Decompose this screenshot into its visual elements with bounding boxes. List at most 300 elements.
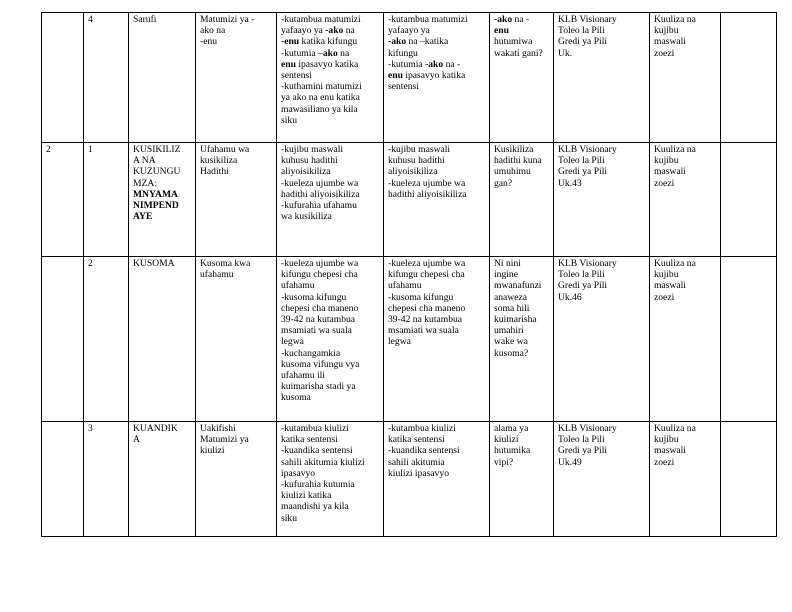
- assessment-cell: [650, 13, 721, 143]
- cell-line: [200, 25, 272, 36]
- cell-line: [388, 325, 485, 336]
- activities-cell: [384, 257, 490, 422]
- cell-text: na –katika: [406, 36, 449, 48]
- cell-line: [281, 189, 379, 200]
- cell-bold-text: NIMPEND: [133, 200, 179, 212]
- activities-cell: [384, 422, 490, 537]
- cell-text: -kusoma kifungu: [388, 291, 454, 303]
- cell-line: [281, 36, 379, 47]
- cell-text: sentensi: [281, 70, 312, 82]
- substrand-cell: [196, 257, 277, 422]
- week-cell: [42, 257, 84, 422]
- cell-bold-text: enu: [494, 25, 509, 37]
- inquiry-question-cell: [490, 257, 554, 422]
- cell-text: vipi?: [494, 456, 514, 468]
- cell-line: [494, 423, 549, 434]
- cell-line: [388, 445, 485, 456]
- cell-line: [281, 104, 379, 115]
- cell-bold-text: -enu: [281, 36, 300, 48]
- cell-text: chepesi cha maneno: [281, 302, 359, 314]
- cell-line: [558, 36, 645, 47]
- resources-cell: [554, 143, 650, 257]
- cell-bold-text: enu: [388, 70, 403, 82]
- lesson-cell: 4: [84, 13, 129, 143]
- cell-line: [388, 336, 485, 347]
- cell-line: [281, 115, 379, 126]
- cell-text: ufahamu: [200, 269, 234, 281]
- strand-cell: [129, 143, 196, 257]
- cell-line: [281, 14, 379, 25]
- cell-line: [388, 423, 485, 434]
- cell-text: -kuthamini matumizi: [281, 81, 362, 93]
- cell-line: [281, 200, 379, 211]
- cell-text: MZA:: [133, 177, 157, 189]
- cell-text: -kutambua kiulizi: [281, 423, 349, 434]
- cell-text: aliyoisikiliza: [281, 166, 331, 178]
- cell-text: -kuandika sentensi: [281, 445, 353, 457]
- cell-line: [133, 155, 191, 166]
- cell-text: Matumizi ya -: [200, 14, 255, 25]
- cell-text: ya ako na enu katika: [281, 92, 360, 104]
- cell-line: [281, 59, 379, 70]
- cell-line: [654, 292, 716, 303]
- cell-text: maandishi ya kila: [281, 501, 349, 513]
- cell-line: [281, 70, 379, 81]
- cell-text: KLB Visionary: [558, 258, 617, 269]
- cell-text: -kujibu maswali: [281, 144, 344, 155]
- cell-line: [281, 457, 379, 468]
- cell-line: [281, 292, 379, 303]
- cell-line: [558, 144, 645, 155]
- cell-line: [281, 359, 379, 370]
- cell-line: [388, 292, 485, 303]
- cell-text: siku: [281, 114, 297, 126]
- cell-text: hadithi kuna: [494, 155, 542, 167]
- cell-text: -enu: [200, 36, 218, 48]
- cell-line: [558, 48, 645, 59]
- cell-line: [654, 269, 716, 280]
- cell-line: [388, 25, 485, 36]
- strand-cell: [129, 13, 196, 143]
- cell-line: [281, 258, 379, 269]
- cell-text: kifungu chepesi cha: [388, 269, 465, 281]
- objectives-cell: [277, 143, 384, 257]
- cell-line: [281, 381, 379, 392]
- inquiry-question-cell: [490, 13, 554, 143]
- cell-line: [281, 434, 379, 445]
- cell-line: [654, 423, 716, 434]
- cell-line: [133, 14, 191, 25]
- assessment-cell: [650, 257, 721, 422]
- inquiry-question-cell: [490, 143, 554, 257]
- cell-line: [558, 14, 645, 25]
- cell-line: [388, 280, 485, 291]
- cell-text: sentensi: [388, 81, 419, 93]
- cell-text: hadithi aliyoisikiliza: [281, 188, 360, 200]
- remarks-cell: [721, 143, 777, 257]
- cell-text: -kufurahia ufahamu: [281, 200, 357, 212]
- cell-line: [281, 479, 379, 490]
- cell-line: [281, 166, 379, 177]
- cell-text: anaweza: [494, 291, 528, 303]
- cell-line: [388, 303, 485, 314]
- cell-line: [494, 144, 549, 155]
- cell-text: -kueleza ujumbe wa: [281, 258, 359, 269]
- strand-cell: [129, 422, 196, 537]
- cell-line: [281, 314, 379, 325]
- cell-text: Kuuliza na: [654, 14, 696, 25]
- cell-text: na: [337, 47, 350, 59]
- cell-line: [494, 269, 549, 280]
- cell-line: [388, 269, 485, 280]
- cell-line: [494, 303, 549, 314]
- cell-text: umuhimu: [494, 166, 531, 178]
- cell-text: Gredi ya Pili: [558, 166, 608, 178]
- cell-line: [200, 36, 272, 47]
- cell-line: [388, 144, 485, 155]
- cell-bold-text: enu: [281, 58, 296, 70]
- cell-text: wake wa: [494, 336, 528, 348]
- cell-line: [281, 48, 379, 59]
- cell-line: [654, 434, 716, 445]
- cell-line: [281, 325, 379, 336]
- cell-text: KLB Visionary: [558, 144, 617, 155]
- cell-text: hutumika: [494, 445, 531, 457]
- cell-line: [494, 25, 549, 36]
- cell-line: [654, 258, 716, 269]
- cell-line: [494, 14, 549, 25]
- cell-text: Matumizi ya: [200, 434, 249, 446]
- cell-line: [200, 155, 272, 166]
- cell-line: [281, 144, 379, 155]
- cell-bold-text: -ako: [388, 36, 407, 48]
- cell-text: -kufurahia kutumia: [281, 479, 355, 491]
- cell-line: [133, 434, 191, 445]
- cell-text: Gredi ya Pili: [558, 445, 608, 457]
- cell-text: kusikiliza: [200, 155, 238, 167]
- cell-text: hadithi aliyoisikiliza: [388, 188, 467, 200]
- cell-text: Uakifishi: [200, 423, 236, 434]
- cell-line: [388, 14, 485, 25]
- cell-line: [281, 513, 379, 524]
- cell-line: [388, 155, 485, 166]
- cell-line: [281, 370, 379, 381]
- remarks-cell: [721, 13, 777, 143]
- cell-line: [388, 48, 485, 59]
- cell-text: Toleo la Pili: [558, 269, 605, 281]
- cell-line: [494, 36, 549, 47]
- cell-text: katika sentensi: [281, 434, 338, 446]
- cell-line: [494, 348, 549, 359]
- cell-line: [388, 434, 485, 445]
- cell-line: [281, 445, 379, 456]
- cell-text: wa kusikiliza: [281, 211, 332, 223]
- cell-text: mawasiliano ya kila: [281, 103, 358, 115]
- cell-text: na -: [512, 14, 530, 25]
- lesson-cell: 1: [84, 143, 129, 257]
- cell-line: [654, 144, 716, 155]
- cell-line: [281, 178, 379, 189]
- cell-line: [388, 81, 485, 92]
- table-row: [42, 143, 777, 257]
- cell-text: maswali: [654, 166, 686, 178]
- cell-line: [133, 189, 191, 200]
- assessment-cell: [650, 422, 721, 537]
- cell-line: [558, 178, 645, 189]
- cell-line: [558, 445, 645, 456]
- cell-line: [388, 178, 485, 189]
- cell-text: KUSIKILIZ: [133, 144, 181, 155]
- cell-line: [558, 25, 645, 36]
- substrand-cell: [196, 422, 277, 537]
- cell-line: [494, 457, 549, 468]
- week-cell: [42, 13, 84, 143]
- cell-text: chepesi cha maneno: [388, 302, 466, 314]
- cell-text: zoezi: [654, 291, 675, 303]
- cell-bold-text: AYE: [133, 211, 153, 223]
- cell-line: [281, 25, 379, 36]
- cell-text: ufahamu: [281, 280, 315, 292]
- objectives-cell: [277, 13, 384, 143]
- cell-text: zoezi: [654, 456, 675, 468]
- cell-line: [281, 92, 379, 103]
- cell-line: [654, 48, 716, 59]
- cell-line: [281, 392, 379, 403]
- cell-line: [133, 211, 191, 222]
- cell-text: umahiri: [494, 325, 524, 337]
- cell-line: [654, 36, 716, 47]
- cell-text: -kueleza ujumbe wa: [281, 177, 359, 189]
- cell-text: ipasavyo: [281, 467, 316, 479]
- cell-text: ipasavyo katika: [295, 58, 359, 70]
- resources-cell: [554, 257, 650, 422]
- cell-text: Kuuliza na: [654, 258, 696, 269]
- cell-bold-text: MNYAMA: [133, 188, 178, 200]
- inquiry-question-cell: [490, 422, 554, 537]
- cell-text: kujibu: [654, 155, 679, 167]
- cell-text: maswali: [654, 280, 686, 292]
- cell-text: -kuchangamkia: [281, 347, 341, 359]
- cell-line: [281, 269, 379, 280]
- cell-line: [133, 166, 191, 177]
- cell-text: KUZUNGU: [133, 166, 181, 178]
- cell-text: Toleo la Pili: [558, 155, 605, 167]
- activities-cell: [384, 13, 490, 143]
- lesson-cell: 3: [84, 422, 129, 537]
- cell-line: [558, 166, 645, 177]
- assessment-cell: [650, 143, 721, 257]
- cell-text: A NA: [133, 155, 156, 167]
- cell-line: [558, 434, 645, 445]
- cell-line: [654, 14, 716, 25]
- cell-line: [281, 81, 379, 92]
- cell-text: KUANDIK: [133, 423, 178, 434]
- cell-line: [494, 178, 549, 189]
- cell-line: [388, 70, 485, 81]
- cell-line: [200, 144, 272, 155]
- activities-cell: [384, 143, 490, 257]
- cell-text: ipasavyo katika: [402, 70, 466, 82]
- cell-line: [494, 325, 549, 336]
- cell-line: [281, 423, 379, 434]
- cell-line: [494, 314, 549, 325]
- cell-text: zoezi: [654, 177, 675, 189]
- cell-line: [200, 434, 272, 445]
- cell-text: Kusoma kwa: [200, 258, 251, 269]
- cell-line: [281, 280, 379, 291]
- cell-text: legwa: [388, 336, 411, 348]
- cell-line: [388, 314, 485, 325]
- cell-text: -kutambua kiulizi: [388, 423, 456, 434]
- cell-line: [200, 423, 272, 434]
- cell-bold-text: ako: [322, 47, 338, 59]
- cell-text: Gredi ya Pili: [558, 36, 608, 48]
- cell-text: Uk.46: [558, 291, 582, 303]
- cell-line: [654, 178, 716, 189]
- week-cell: [42, 422, 84, 537]
- cell-line: [281, 211, 379, 222]
- cell-text: zoezi: [654, 47, 675, 59]
- cell-line: [494, 434, 549, 445]
- cell-line: [281, 336, 379, 347]
- cell-text: 39-42 na kutambua: [281, 314, 356, 326]
- cell-text: katika kifungu: [299, 36, 358, 48]
- cell-text: sahili akitumia kiulizi: [281, 456, 365, 468]
- cell-text: yafaayo ya: [388, 25, 430, 37]
- cell-text: kusoma: [281, 392, 311, 404]
- strand-cell: [129, 257, 196, 422]
- cell-line: [494, 280, 549, 291]
- cell-text: maswali: [654, 445, 686, 457]
- cell-text: kujibu: [654, 25, 679, 37]
- cell-text: Toleo la Pili: [558, 434, 605, 446]
- cell-text: kiulizi ipasavyo: [388, 467, 450, 479]
- objectives-cell: [277, 422, 384, 537]
- cell-line: [388, 166, 485, 177]
- cell-line: [654, 445, 716, 456]
- cell-line: [494, 48, 549, 59]
- cell-text: Ufahamu wa: [200, 144, 250, 155]
- cell-line: [200, 258, 272, 269]
- cell-text: -kujibu maswali: [388, 144, 451, 155]
- cell-text: Kusikiliza: [494, 144, 534, 155]
- cell-line: [200, 445, 272, 456]
- cell-line: [558, 457, 645, 468]
- cell-line: [388, 457, 485, 468]
- cell-text: legwa: [281, 336, 304, 348]
- cell-line: [388, 189, 485, 200]
- cell-text: -kutumia –: [281, 47, 323, 59]
- cell-text: hutumiwa: [494, 36, 533, 48]
- cell-line: [494, 292, 549, 303]
- cell-text: ingine: [494, 269, 518, 281]
- cell-line: [558, 258, 645, 269]
- cell-text: alama ya: [494, 423, 529, 434]
- cell-text: ufahamu: [388, 280, 422, 292]
- cell-text: kifungu: [388, 47, 418, 59]
- cell-line: [388, 36, 485, 47]
- cell-text: kiulizi katika: [281, 490, 332, 502]
- cell-text: kiulizi: [494, 434, 519, 446]
- cell-line: [133, 258, 191, 269]
- cell-text: A: [133, 434, 140, 446]
- cell-text: siku: [281, 512, 297, 524]
- cell-text: Ni nini: [494, 258, 521, 269]
- cell-text: Sarufi: [133, 14, 157, 25]
- cell-text: kusoma vifungu vya: [281, 358, 360, 370]
- cell-line: [133, 178, 191, 189]
- week-cell: 2: [42, 143, 84, 257]
- cell-text: soma hili: [494, 302, 530, 314]
- remarks-cell: [721, 422, 777, 537]
- cell-line: [558, 292, 645, 303]
- resources-cell: [554, 13, 650, 143]
- cell-text: maswali: [654, 36, 686, 48]
- cell-line: [654, 166, 716, 177]
- cell-bold-text: -ako: [325, 25, 344, 37]
- cell-line: [281, 348, 379, 359]
- cell-line: [281, 468, 379, 479]
- cell-line: [133, 423, 191, 434]
- table-body: [42, 13, 777, 537]
- cell-text: -kuandika sentensi: [388, 445, 460, 457]
- cell-text: sahili akitumia: [388, 456, 445, 468]
- cell-text: -kutumia: [388, 58, 426, 70]
- cell-text: -kusoma kifungu: [281, 291, 347, 303]
- cell-line: [281, 501, 379, 512]
- cell-text: yafaayo ya: [281, 25, 326, 37]
- cell-text: 39-42 na kutambua: [388, 314, 463, 326]
- substrand-cell: [196, 13, 277, 143]
- table-row: [42, 257, 777, 422]
- cell-text: msamiati wa suala: [388, 325, 459, 337]
- cell-text: aliyoisikiliza: [388, 166, 438, 178]
- cell-text: kusoma?: [494, 347, 529, 359]
- cell-text: Kuuliza na: [654, 144, 696, 155]
- cell-text: kifungu chepesi cha: [281, 269, 358, 281]
- cell-line: [494, 166, 549, 177]
- table-row: [42, 422, 777, 537]
- cell-bold-text: -ako: [494, 14, 513, 25]
- cell-text: KUSOMA: [133, 258, 175, 269]
- cell-line: [654, 155, 716, 166]
- cell-text: na: [343, 25, 355, 37]
- objectives-cell: [277, 257, 384, 422]
- cell-line: [281, 303, 379, 314]
- cell-text: KLB Visionary: [558, 423, 617, 434]
- cell-line: [200, 269, 272, 280]
- cell-text: kuhusu hadithi: [281, 155, 338, 167]
- cell-text: ako na: [200, 25, 226, 37]
- cell-line: [281, 155, 379, 166]
- cell-text: katika sentensi: [388, 434, 445, 446]
- scheme-of-work-table: [41, 12, 777, 537]
- lesson-cell: 2: [84, 257, 129, 422]
- cell-line: [558, 269, 645, 280]
- cell-text: Uk.49: [558, 456, 582, 468]
- cell-line: [494, 258, 549, 269]
- cell-line: [388, 59, 485, 70]
- cell-line: [558, 155, 645, 166]
- table-row: [42, 13, 777, 143]
- cell-line: [654, 25, 716, 36]
- cell-text: Hadithi: [200, 166, 229, 178]
- cell-text: kiulizi: [200, 445, 225, 457]
- cell-line: [558, 280, 645, 291]
- cell-text: Uk.: [558, 47, 573, 59]
- cell-text: Toleo la Pili: [558, 25, 605, 37]
- substrand-cell: [196, 143, 277, 257]
